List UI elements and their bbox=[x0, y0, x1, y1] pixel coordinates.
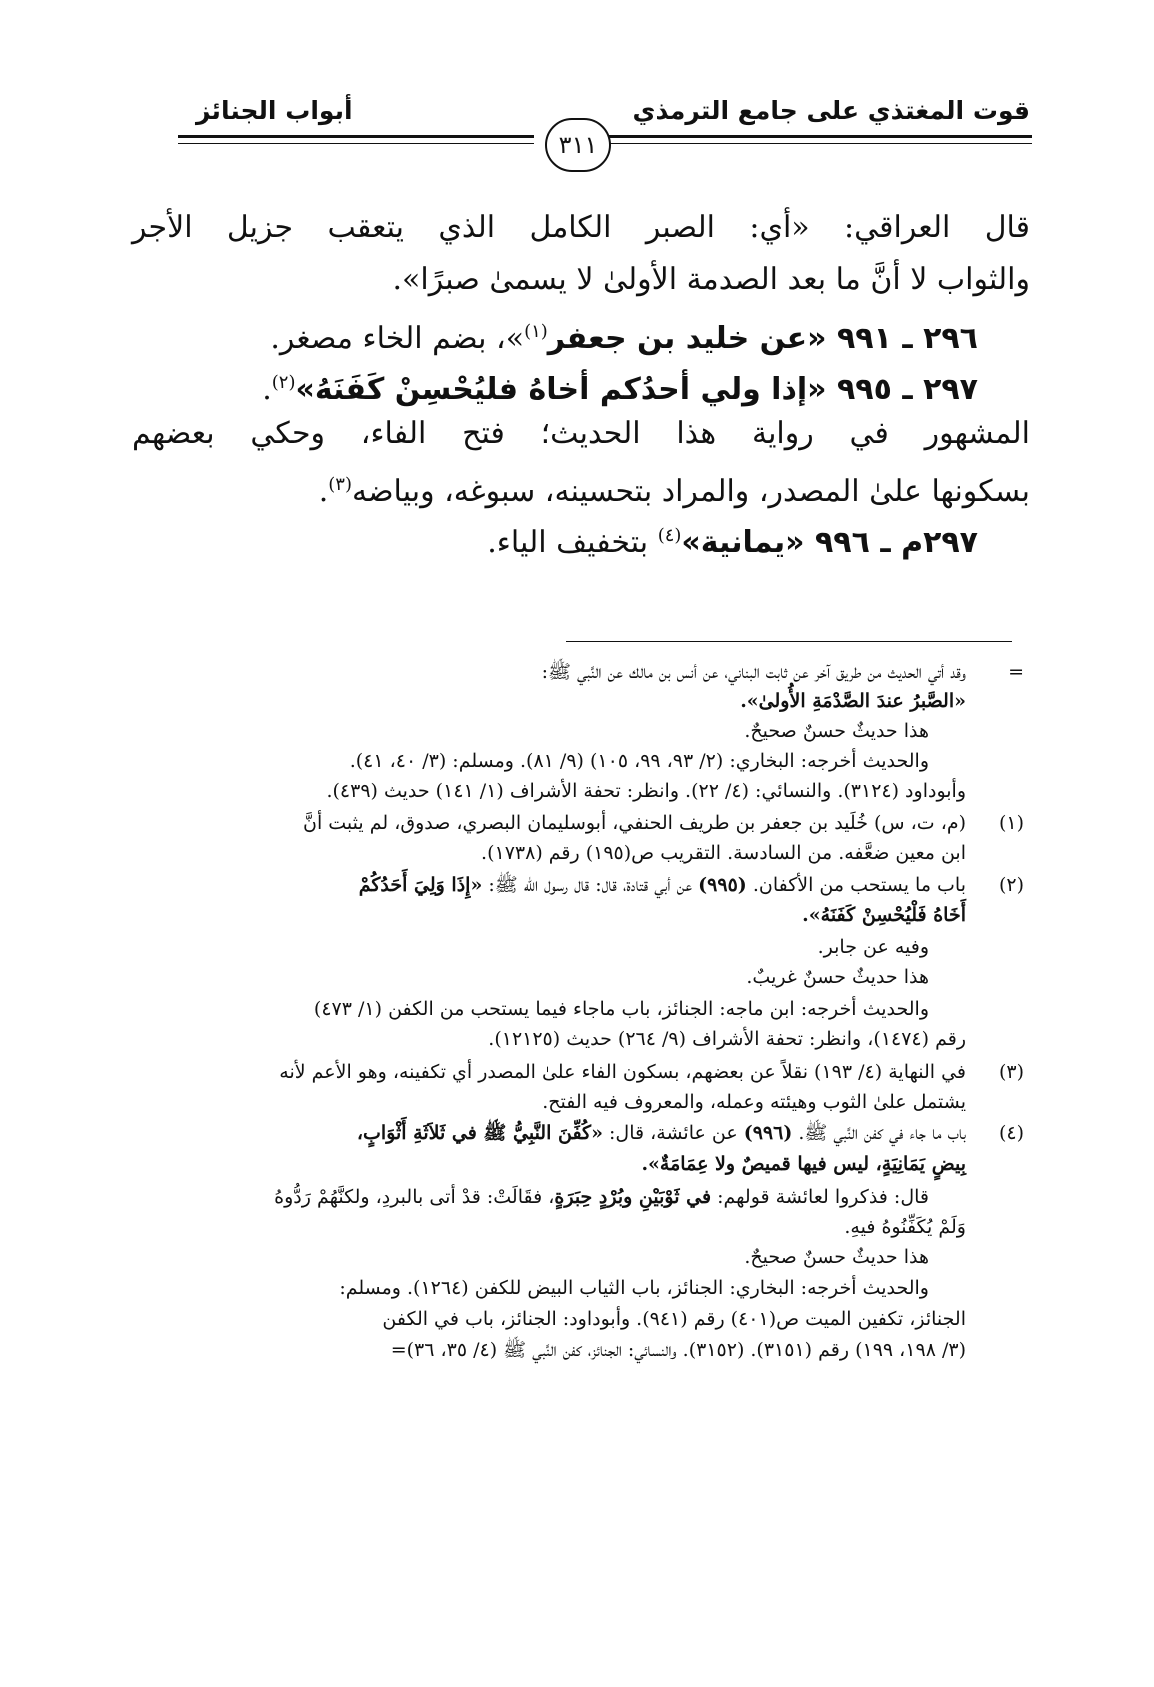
footnote-2-line-1 bbox=[359, 870, 966, 900]
fn2-matn-start: «إِذَا وَلِيَ أَحَدُكُمْ bbox=[358, 874, 483, 896]
main-line-4-rest: . bbox=[262, 372, 272, 407]
footnote-4-line-8: (٣/ ١٩٨، ١٩٩) رقم (٣١٥١). (٣١٥٢). والنسائي: الجنائز، كفن النَّبي ﷺ (٤/ ٣٥، ٣٦)= bbox=[390, 1339, 966, 1361]
entry-ref-995: ٢٩٧ ـ ٩٩٥ «إذا ولي أحدُكم أخاهُ فليُحْسِنْ كَفَنَهُ» bbox=[295, 372, 978, 407]
book-title: قوت المغتذي على جامع الترمذي bbox=[632, 96, 1030, 125]
cont-line-1: وقد أتي الحديث من طريق آخر عن ثابت البناني، عن أنس بن مالك عن النَّبي ﷺ: bbox=[541, 661, 966, 683]
main-line-7-rest: بتخفيف الياء. bbox=[487, 525, 658, 560]
fn4-qalat: ، فقَالَتْ: قدْ أتى بالبردِ، ولكنَّهُمْ رَدُّوهُ bbox=[274, 1186, 555, 1208]
footnote-2-line-4: هذا حديثٌ حسنٌ غريبٌ. bbox=[746, 966, 929, 988]
footnote-3-number: (٣) bbox=[998, 1061, 1024, 1083]
footnote-ref-2: (٢) bbox=[271, 372, 296, 393]
continuation-marker: = bbox=[1008, 661, 1024, 683]
footnote-ref-3: (٣) bbox=[328, 474, 352, 495]
footnote-ref-4: (٤) bbox=[657, 525, 682, 546]
fn4-hadith-number: (٩٩٦) bbox=[743, 1122, 793, 1144]
fn2-hadith-number: (٩٩٥) bbox=[698, 874, 747, 896]
footnote-4-number: (٤) bbox=[998, 1122, 1024, 1144]
footnote-1-number: (١) bbox=[998, 812, 1024, 834]
footnote-2-line-6: رقم (١٤٧٤)، وانظر: تحفة الأشراف (٩/ ٢٦٤) حديث (١٢١٢٥). bbox=[488, 1028, 966, 1050]
fn4-narration: عن عائشة، قال: bbox=[602, 1122, 744, 1144]
footnote-3-line-2: يشتمل علىٰ الثوب وهيئته وعمله، والمعروف فيه الفتح. bbox=[542, 1091, 966, 1113]
main-line-1: قال العراقي: «أي: الصبر الكامل الذي يتعقب جزيل الأجر bbox=[132, 210, 1030, 245]
fn4-qala: قال: فذكروا لعائشة قولهم: bbox=[711, 1186, 929, 1208]
footnote-1-line-1: (م، ت، س) خُلَيد بن جعفر بن طريف الحنفي، أبوسليمان البصري، صدوق، لم يثبت أنَّ bbox=[303, 812, 966, 834]
page-number: ٣١١ bbox=[545, 118, 611, 172]
main-line-3-rest: »، بضم الخاء مصغر. bbox=[270, 321, 525, 356]
main-line-5: المشهور في رواية هذا الحديث؛ فتح الفاء، وحكي بعضهم bbox=[132, 416, 1030, 451]
footnote-2-line-2: أَخَاهُ فَلْيُحْسِنْ كَفَنَهُ». bbox=[802, 904, 966, 926]
footnote-4-line-4: وَلَمْ يُكَفِّنُوهُ فيهِ. bbox=[844, 1216, 966, 1238]
footnote-2-number: (٢) bbox=[998, 874, 1024, 896]
footnote-1-line-2: ابن معين ضعَّفه. من السادسة. التقريب ص(١٩٥) رقم (١٧٣٨). bbox=[481, 842, 966, 864]
footnote-4-line-5: هذا حديثٌ حسنٌ صحيحٌ. bbox=[744, 1246, 929, 1268]
fn4-chapter: باب ما جاء في كفن النَّبي ﷺ. bbox=[792, 1122, 966, 1144]
fn4-matn-start: «كُفِّنَ النَّبِيُّ ﷺ في ثَلاَثَةِ أَثْوَابٍ، bbox=[356, 1122, 603, 1144]
cont-line-3: هذا حديثٌ حسنٌ صحيحٌ. bbox=[744, 720, 929, 742]
entry-ref-991: ٢٩٦ ـ ٩٩١ «عن خليد بن جعفر bbox=[547, 321, 978, 356]
footnote-4-line-2: بِيضٍ يَمَانِيَةٍ، ليس فيها قميصٌ ولا عِمَامَةٌ». bbox=[641, 1153, 966, 1175]
cont-line-5: وأبوداود (٣١٢٤). والنسائي: (٤/ ٢٢). وانظر: تحفة الأشراف (١/ ١٤١) حديث (٤٣٩). bbox=[326, 780, 966, 802]
footnote-ref-1: (١) bbox=[524, 321, 548, 342]
main-line-2: والثواب لا أنَّ ما بعد الصدمة الأولىٰ لا يسمىٰ صبرًا». bbox=[392, 262, 1030, 297]
cont-line-4: والحديث أخرجه: البخاري: (٢/ ٩٣، ٩٩، ١٠٥) (٩/ ٨١). ومسلم: (٣/ ٤٠، ٤١). bbox=[349, 750, 929, 772]
footnote-4-line-7: الجنائز، تكفين الميت ص(٤٠١) رقم (٩٤١). وأبوداود: الجنائز، باب في الكفن bbox=[382, 1308, 966, 1330]
footnote-2-line-3: وفيه عن جابر. bbox=[817, 936, 929, 958]
entry-ref-996: ٢٩٧م ـ ٩٩٦ «يمانية» bbox=[681, 525, 978, 560]
fn4-quote: في ثَوْبَيْنِ وبُرْدٍ حِبَرَةٍ bbox=[554, 1186, 712, 1208]
footnote-4-line-3 bbox=[274, 1182, 929, 1212]
cont-line-2: «الصَّبرُ عندَ الصَّدْمَةِ الأُولىٰ». bbox=[740, 690, 966, 712]
main-line-6-rest: . bbox=[318, 474, 329, 509]
fn2-chapter: باب ما يستحب من الأكفان. bbox=[746, 874, 966, 896]
footnote-4-line-6: والحديث أخرجه: البخاري: الجنائز، باب الثياب البيض للكفن (١٢٦٤). ومسلم: bbox=[339, 1277, 929, 1299]
footnote-3-line-1: في النهاية (٤/ ١٩٣) نقلاً عن بعضهم، بسكون الفاء علىٰ المصدر أي تكفينه، وهو الأعم لأنه bbox=[279, 1061, 966, 1083]
main-line-6-text: بسكونها علىٰ المصدر، والمراد بتحسينه، سبوغه، وبياضه bbox=[352, 474, 1030, 509]
footnote-2-line-5: والحديث أخرجه: ابن ماجه: الجنائز، باب ماجاء فيما يستحب من الكفن (١/ ٤٧٣) bbox=[313, 998, 929, 1020]
fn2-narration: عن أبي قتادة، قال: قال رسول الله ﷺ: bbox=[482, 874, 699, 896]
footnote-4-line-1 bbox=[357, 1118, 966, 1148]
section-title: أبواب الجنائز bbox=[196, 96, 353, 125]
